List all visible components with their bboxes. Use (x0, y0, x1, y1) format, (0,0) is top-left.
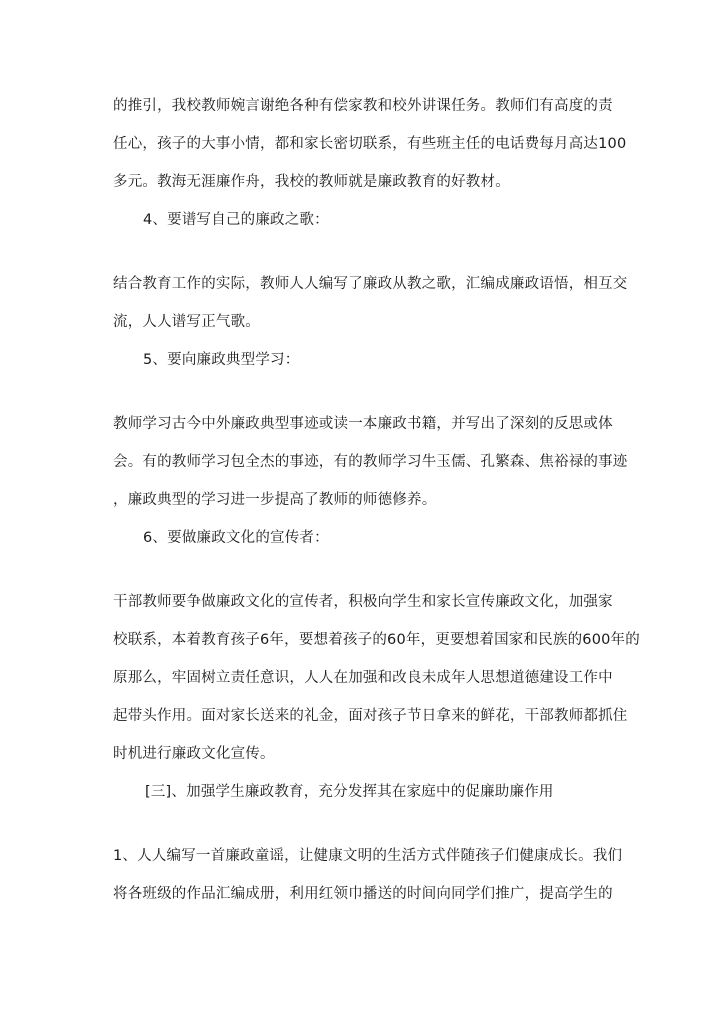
section-heading: 5、要向廉政典型学习： (143, 352, 300, 368)
text-line: 多元。教海无涯廉作舟，我校的教师就是廉政教育的好教材。 (113, 174, 510, 190)
text-line: 任心，孩子的大事小情，都和家长密切联系，有些班主任的电话费每月高达100 (113, 136, 627, 152)
text-line: 起带头作用。面对家长送来的礼金，面对孩子节日拿来的鲜花，干部教师都抓住 (113, 708, 628, 724)
text-line: 的推引，我校教师婉言谢绝各种有偿家教和校外讲课任务。教师们有高度的责 (113, 98, 613, 114)
text-line: 干部教师要争做廉政文化的宣传者，积极向学生和家长宣传廉政文化，加强家 (113, 594, 613, 610)
text-line: ，廉政典型的学习进一步提高了教师的师德修养。 (113, 492, 437, 508)
text-line: 1、人人编写一首廉政童谣，让健康文明的生活方式伴随孩子们健康成长。我们 (113, 848, 623, 864)
text-line: 原那么，牢固树立责任意识，人人在加强和改良未成年人思想道德建设工作中 (113, 670, 613, 686)
section-heading: [三]、加强学生廉政教育，充分发挥其在家庭中的促廉助廉作用 (145, 784, 554, 800)
section-heading: 4、要谱写自己的廉政之歌： (143, 212, 329, 228)
text-line: 会。有的教师学习包全杰的事迹，有的教师学习牛玉儒、孔繁森、焦裕禄的事迹 (113, 454, 628, 470)
text-line: 教师学习古今中外廉政典型事迹或读一本廉政书籍，并写出了深刻的反思或体 (113, 416, 613, 432)
section-heading: 6、要做廉政文化的宣传者： (143, 530, 329, 546)
text-line: 校联系，本着教育孩子6年，要想着孩子的60年，更要想着国家和民族的600年的 (113, 632, 640, 648)
text-line: 将各班级的作品汇编成册，利用红领巾播送的时间向同学们推广，提高学生的 (113, 886, 613, 902)
text-line: 时机进行廉政文化宣传。 (113, 746, 275, 762)
text-line: 流，人人谱写正气歌。 (113, 314, 260, 330)
text-line: 结合教育工作的实际，教师人人编写了廉政从教之歌，汇编成廉政语悟，相互交 (113, 276, 628, 292)
